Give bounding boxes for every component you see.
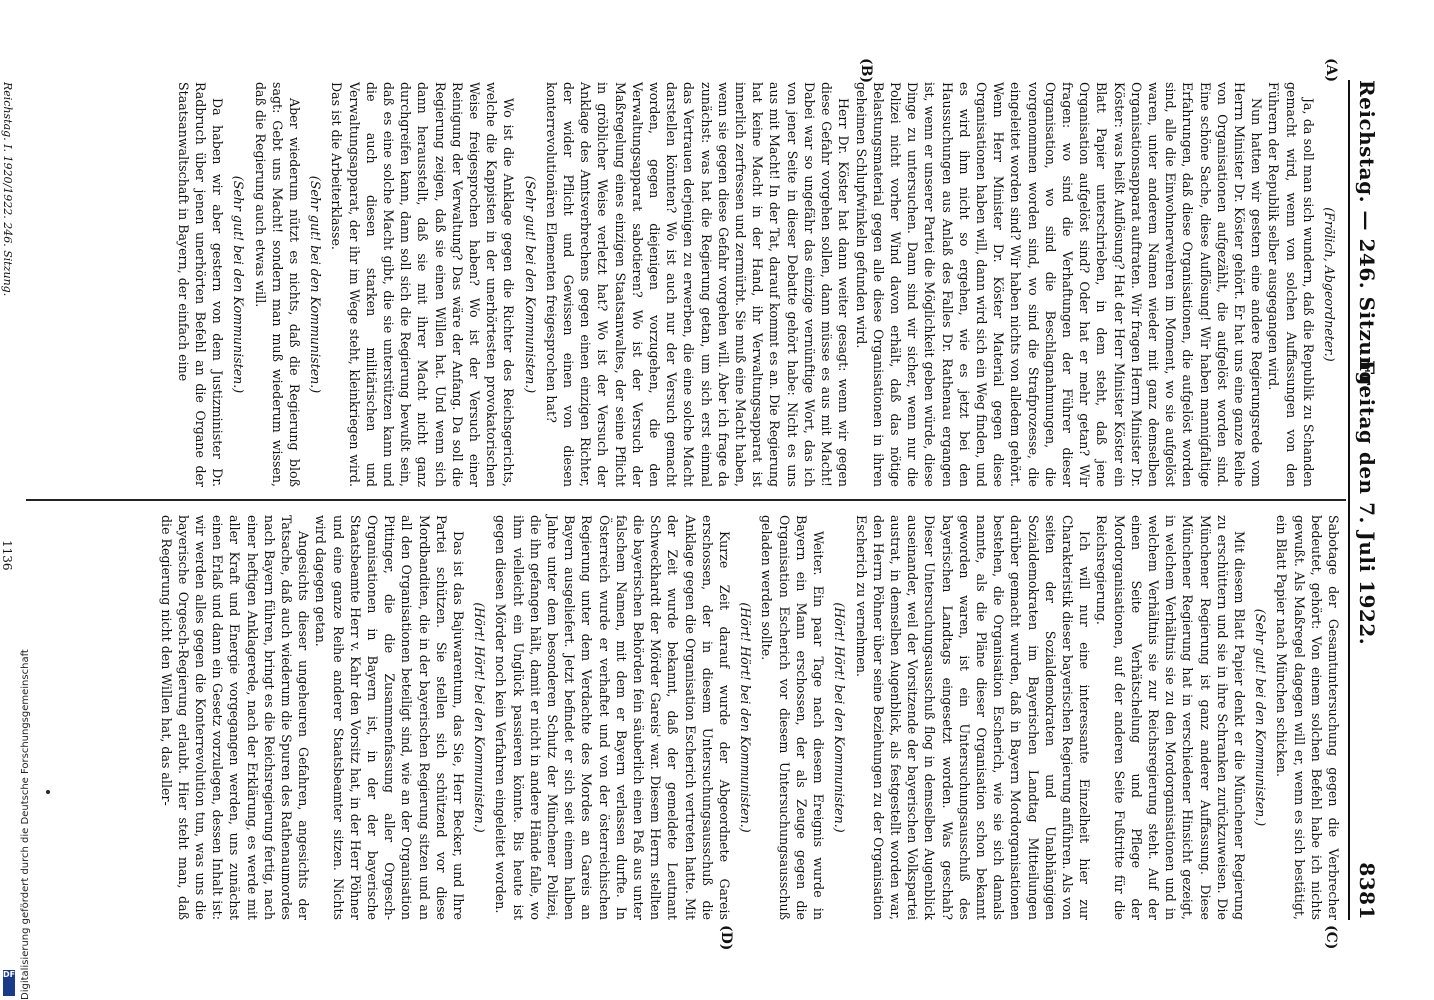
interjection: (Hört! Hört! bei den Kommunisten.) <box>472 602 488 833</box>
paragraph: Ja, da soll man sich wundern, daß die Republik zu Schanden gemacht wird, wenn von solchen Auffassungen von den Führern der Republik selber ausgegangen wird. <box>1266 82 1316 487</box>
paragraph: Das ist das Bajuwarentum, das Sie, Herr Becker, und Ihre Partei schützen. Sie stellen sich schützend vor diese Mordbanditen, die in der bayerischen Regierung sitzen und an all den Organisationen beteiligt sind, wie an der Organisation Pittinger, die die Zusammenfassung aller Orgesch-Organisationen in Bayern ist, in der der bayerische Staatsbeamte Herr v. Kahr den Vorsitz hat, in der Herr Pöhner und eine ganze Reihe anderer Staatsbeamter sitzen. Nichts wird dagegen getan. <box>313 515 467 920</box>
margin-marker-c: (C) <box>1323 925 1339 950</box>
footer-citation: Reichstag. I. 1920/1922. 246. Sitzung. <box>1 82 14 297</box>
column-rule <box>26 499 1346 501</box>
paragraph: Nun hatten wir gestern eine andere Regierungsrede vom Herrn Minister Dr. Köster gehört. Er hat uns eine ganze Reihe von Organisationen aufgezählt, die aufgelöst worden sind. Eine schöne Sache, diese Auflösung! Wir haben mannigfaltige Erfahrungen, daß diese Organisationen, die aufgelöst worden sind, alle die Einwohnerwehren im Moment, wo sie aufgelöst waren, unter anderem Namen wieder mit ganz demselben Organisationsapparat auftraten. Wir fragen Herrn Minister Dr. Köster: was heißt Auflösung? Hat der Herr Minister Köster ein Blatt Papier unterschrieben, in dem steht, daß jene Organisation aufgelöst sind? Oder hat er mehr getan? Wir fragen: wo sind die Verhaftungen der Führer dieser Organisation, wo sind die Beschlagnahmungen, die vorgenommen worden sind, wo sind die Strafprozesse, die eingeleitet worden sind? Wir haben nichts von alledem gehört. Wenn Herr Minister Dr. Köster Material gegen diese Organisationen haben will, dann wird sich ein Weg finden, und es wird ihm nicht so ergehen, wie es jetzt bei den Haussuchungen aus Anlaß des Falles Dr. Rathenau ergangen ist, wenn er unserer Partei die Möglichkeit geben würde, diese Dinge zu untersuchen. Dann sind wir sicher, wenn nur die Polizei nicht vorher Wind davon erhält, daß das nötige Belastungsmaterial gegen alle diese Organisationen in ihren geheimen Schlupfwinkeln gefunden wird. <box>853 82 1265 487</box>
left-column <box>175 82 1342 487</box>
margin-marker-b: (B) <box>858 58 874 84</box>
paragraph: Angesichts dieser ungeheuren Gefahren, angesichts der Tatsache, daß auch wiederum die Spuren des Rathenaumordes nach Bayern führen, bringt es die Reichsregierung fertig, nach einer heftigen Anklagerede, nach der Erklärung, es werde mit aller Kraft und Energie vorgegangen werden, uns zunächst einen Erlaß und dann ein Gesetz vorzulegen, dessen Inhalt ist: wir werden alles gegen die Konterrevolution tun, was uns die bayerische Orgesch-Regierung erlaubt. Hier steht man, daß die Regierung nicht den Willen hat, das aller- <box>158 515 312 920</box>
paragraph: Aber wiederum nützt es nichts, daß die Regierung bloß sagt: Gebt uns Macht! sondern man muß wiederum wissen, daß die Regierung auch etwas will. <box>252 82 303 487</box>
header-rule <box>1348 80 1350 920</box>
paragraph: Sabotage der Gesamtuntersuchung gegen die Verbrecher bedeutet, gehört: Von einem solchen Befehl habe ich nichts gewußt. Als Maßregel dagegen will er, wenn es sich bestätigt, ein Blatt Papier nach München schicken. <box>1274 515 1341 920</box>
paragraph: Weiter. Ein paar Tage nach diesem Ereignis wurde in Bayern ein Mann erschossen, der als Zeuge gegen die Organisation Escherich vor diesem Untersuchungsausschuß geladen werden sollte. <box>759 515 827 920</box>
header-left: Reichstag. — 246. Sitzung. <box>1355 80 1379 394</box>
page-header <box>1353 80 1379 920</box>
paragraph: Mit diesem Blatt Papier denkt er die Münchener Regierung zu erschüttern und sie in ihre Schranken zurückzuweisen. Die Münchener Regierung ist ganz anderer Auffassung. Diese Münchener Regierung hat in verschiedener Hinsicht gezeigt, in welchem Verhältnis sie zu den Mordorganisationen und in welchem Verhältnis sie zur Reichsregierung steht. Auf der einen Seite Verhätschelung und Pflege der Mordorganisationen, auf der anderen Seite Fußtritte für die Reichsregierung. <box>1094 515 1247 920</box>
interjection: (Sehr gut! bei den Kommunisten.) <box>522 175 538 394</box>
header-page-number: 8381 <box>1355 862 1379 920</box>
interjection: (Hört! Hört! bei den Kommunisten.) <box>738 602 754 833</box>
paragraph: Herr Dr. Köster hat dann weiter gesagt: wenn wir gegen diese Gefahr vorgehen sollen, dann müsse es aus mit Macht! Dabei war so ungefähr das einzige vernünftige Wort, das ich von jener Seite in dieser Debatte gehört habe: Nicht es uns aus mit Macht! In der Tat, darauf kommt es an. Die Regierung hat keine Macht in der Hand, ihr Verwaltungsapparat ist innerlich zerfressen und zermürbt. Sie muß eine Macht haben, wenn sie gegen diese Gefahr vorgehen will. Aber ich frage da zunächst: was hat die Regierung getan, um sich erst einmal das Vertrauen derjenigen zu erwerben, die eine solche Macht darstellen könnten? Wo ist auch nur der Versuch gemacht worden, gegen diejenigen vorzugehen, die den Verwaltungsapparat sabotieren? Wo ist der Versuch der Maßregelung eines einzigen Staatsanwaltes, der seine Pflicht in gröblicher Weise verletzt hat? Wo ist der Versuch der Anklage des Amtsverbrechens gegen einen einzigen Richter, der wider Pflicht und Gewissen einen von diesen konterrevolutionären Elementen freigesprochen hat? <box>543 82 852 487</box>
interjection: (Sehr gut! bei den Kommunisten.) <box>308 175 324 394</box>
right-column <box>157 515 1342 920</box>
paragraph: Kurze Zeit darauf wurde der Abgeordnete Gareis erschossen, der in diesem Untersuchungsausschuß die Anklage gegen die Organisation Escherich vertreten hatte. Mit der Zeit wurde bekannt, daß der gemeldete Leutnant Schweckhardt der Mörder Gareis' war. Diesem Herrn stellten die bayerischen Behörden fein säuberlich einen Paß aus unter falschem Namen, mit dem er Bayern verlassen durfte. In Österreich wurde er verhaftet und von der österreichischen Regierung unter dem Verdachte des Mordes an Gareis an Bayern ausgeliefert. Jetzt befindet er sich seit einem halben Jahre unter dem besonderen Schutz der Münchener Polizei, die ihn gefangen hält, damit er nicht in andere Hände falle, wo ihm vielleicht ein Unglück passieren könnte. Bis heute ist gegen diesen Mörder noch kein Verfahren eingeleitet worden. <box>493 515 733 920</box>
margin-marker-d: (D) <box>718 925 734 951</box>
interjection: (Sehr gut! bei den Kommunisten.) <box>231 175 247 394</box>
interjection: (Hört! Hört! bei den Kommunisten.) <box>832 602 848 833</box>
margin-marker-a: (A) <box>1323 58 1339 83</box>
digitization-credit-text: Digitalisierung gefördert durch die Deutsche Forschungsgemeinschaft <box>20 649 31 1000</box>
dfg-logo: DFG <box>3 970 15 996</box>
speaker-line: (Frölich, Abgeordneter.) <box>1322 207 1337 362</box>
paragraph: Da haben wir aber gestern von dem Justizminister Dr. Radbruch über jenen unerhörten Befehl an die Organe der Staatsanwaltschaft in Bayern, der einfach eine <box>175 82 226 487</box>
header-date: Freitag den 7. Juli 1922. <box>1355 360 1379 646</box>
interjection: (Sehr gut! bei den Kommunisten.) <box>1253 608 1269 827</box>
footer-page-number: 1136 <box>0 540 14 571</box>
paragraph: Ich will nur eine interessante Einzelheit hier zur Charakteristik dieser bayerischen Regierung anführen. Als von seiten der Sozialdemokraten und Unabhängigen Sozialdemokraten im Bayerischen Landtag Mitteilungen darüber gemacht wurden, daß in Bayern Mordorganisationen bestehen, die Organisation Escherich, wie sie sich damals nannte, als die Pläne dieser Organisation schon bekannt geworden waren, ist ein Untersuchungsausschuß des bayerischen Landtags eingesetzt worden. Was geschah? Dieser Untersuchungsausschuß flog in demselben Augenblick auseinander, weil der Vorsitzende der bayerischen Volkspartei austrat, in demselben Augenblick, als festgestellt worden war, den Herrn Pöhner über seine Beziehungen zu der Organisation Escherich zu vernehmen. <box>853 515 1093 920</box>
paragraph: Wo ist die Anklage gegen die Richter des Reichsgerichts, welche die Kappisten in der unerhörtesten provokatorischen Weise freigesprochen haben? Wo ist der Versuch einer Reinigung der Verwaltung? Das wäre der Anfang. Da soll die Regierung zeigen, daß sie einen Willen hat. Und wenn sich dann herausstellt, daß sie mit ihrer Macht nicht ganz durchgreifen kann, dann soll sich die Regierung bewußt sein, daß es eine solche Macht gibt, die sie unterstützen kann und die auch diesen starken militärischen und Verwaltungsapparat, der ihr im Wege steht, kleinkriegen wird. Das ist die Arbeiterklasse. <box>329 82 517 487</box>
